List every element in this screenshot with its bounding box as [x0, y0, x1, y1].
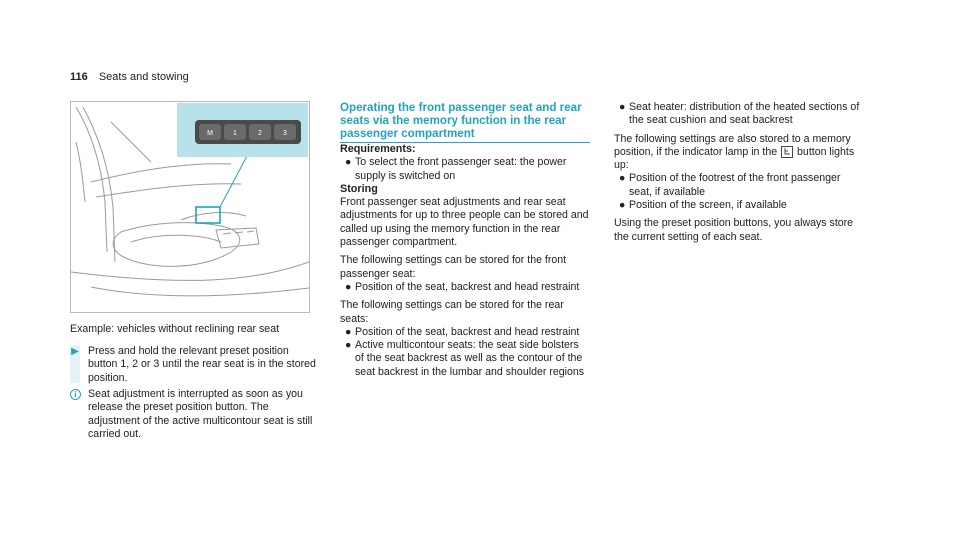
info-note: [70, 388, 320, 441]
list-item: ● Seat heater: distribution of the heated sections of the seat cushion and seat backrest: [619, 101, 860, 127]
seat-icon: [781, 146, 793, 158]
bullet-icon: ●: [345, 339, 352, 352]
list-item: ● Position of the footrest of the front passenger seat, if available: [619, 172, 841, 198]
rear-settings-list: [340, 326, 590, 379]
list-item: ● Active multicontour seats: the seat side bolsters of the seat backrest as well as the contour of the seat backrest in the lumbar and shoulder regions: [345, 339, 585, 378]
list-item: ● Position of the seat, backrest and head restraint: [345, 280, 580, 293]
list-item: ● To select the front passenger seat: the power supply is switched on: [345, 156, 567, 182]
bullet-icon: ●: [619, 172, 626, 185]
requirements-list: [340, 156, 590, 183]
front-intro: The following settings can be stored for the front passenger seat:: [340, 254, 567, 280]
storing-text: Front passenger seat adjustments and rear seat adjustments for up to three people can be stored and called up using the memory function in the rear passenger compartment.: [340, 196, 589, 249]
figure-caption: Example: vehicles without reclining rear seat: [70, 323, 280, 335]
bullet-icon: ●: [619, 101, 626, 113]
closing-text: Using the preset position buttons, you always store the current setting of each seat.: [614, 217, 854, 243]
note-text: Seat adjustment is interrupted as soon as you release the preset position button. The adjustment of the active multicontour seat is still carried out.: [88, 388, 313, 440]
indicator-paragraph: The following settings are also stored to a memory position, if the indicator lamp in the button lights up:: [614, 132, 855, 172]
step-arrow-icon: ▶: [71, 346, 79, 357]
bullet-icon: ●: [345, 280, 352, 293]
door-panel-illustration: [70, 101, 310, 313]
button-label-3: 3: [283, 130, 287, 137]
page-header: [70, 71, 189, 84]
page-number: 116: [70, 71, 88, 83]
right-column: [614, 101, 864, 244]
front-settings-list: [340, 281, 590, 294]
storing-title: Storing: [340, 182, 378, 195]
section-title: Seats and stowing: [98, 71, 189, 83]
section-heading: Operating the front passenger seat and rear seats via the memory function in the rear passenger compartment: [340, 101, 590, 143]
settings-list-mid: [614, 172, 864, 212]
info-icon: i: [70, 389, 81, 400]
rear-intro: The following settings can be stored for the rear seats:: [340, 299, 564, 325]
button-label-m: M: [207, 130, 213, 137]
middle-column: [340, 101, 590, 379]
bullet-icon: ●: [345, 325, 352, 338]
instruction-step: [70, 345, 320, 385]
button-label-2: 2: [258, 130, 262, 137]
button-label-1: 1: [233, 130, 237, 137]
list-item: ● Position of the seat, backrest and head restraint: [345, 325, 580, 338]
bullet-icon: ●: [345, 156, 352, 169]
settings-list-top: [614, 101, 864, 128]
door-panel-drawing: [71, 102, 309, 312]
requirements-title: Requirements:: [340, 143, 416, 155]
bullet-icon: ●: [619, 199, 626, 212]
step-text: Press and hold the relevant preset position button 1, 2 or 3 until the rear seat is in the stored position.: [88, 345, 316, 384]
list-item: ● Position of the screen, if available: [619, 199, 787, 212]
